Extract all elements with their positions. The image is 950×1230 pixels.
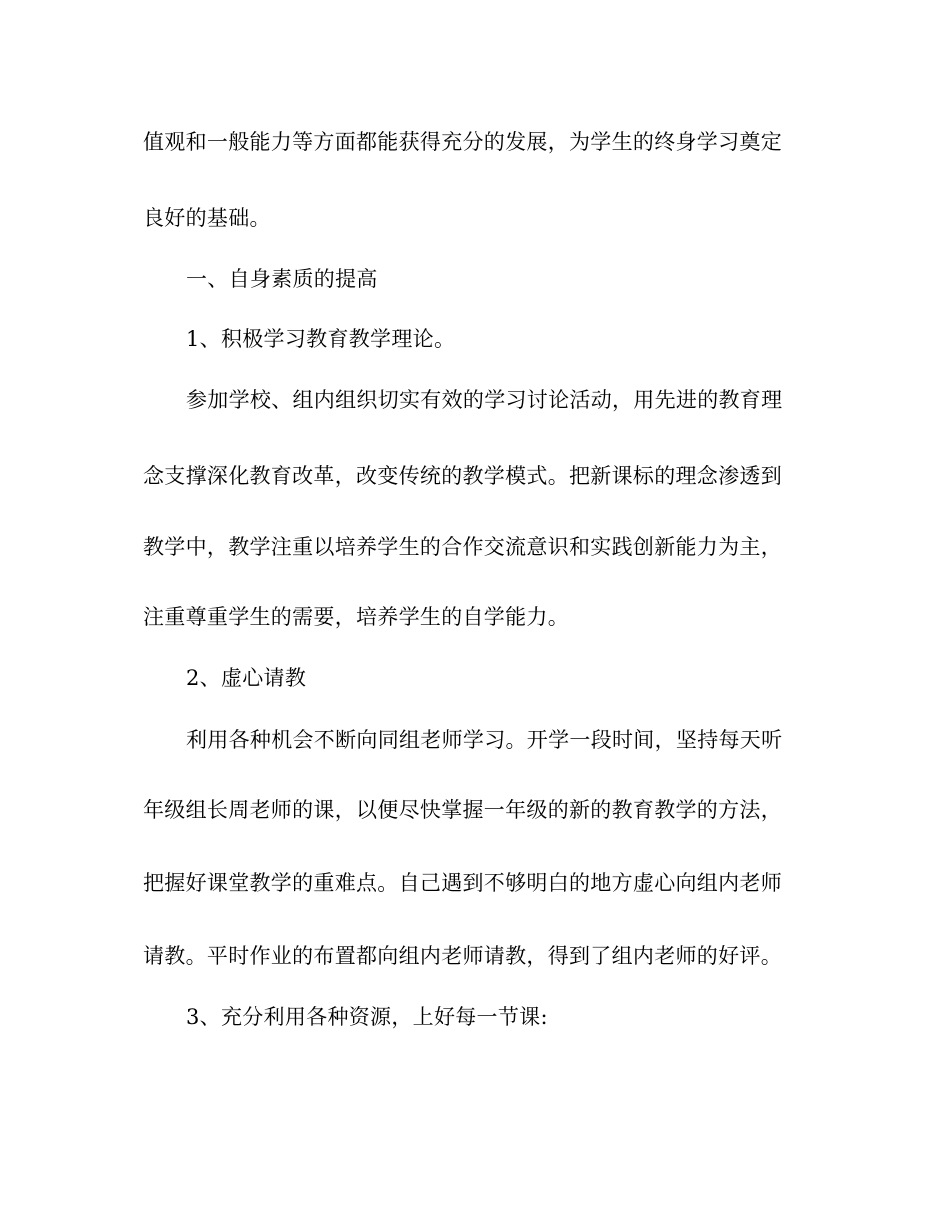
body-text-line: 念支撑深化教育改革，改变传统的教学模式。把新课标的理念渗透到 xyxy=(143,464,782,488)
subsection-heading: 2、虚心请教 xyxy=(186,666,307,690)
body-text-line: 年级组长周老师的课，以便尽快掌握一年级的新的教育教学的方法， xyxy=(143,798,782,822)
paragraph-first-line: 利用各种机会不断向同组老师学习。开学一段时间，坚持每天听 xyxy=(186,728,783,752)
body-text-line: 请教。平时作业的布置都向组内老师请教，得到了组内老师的好评。 xyxy=(143,944,782,968)
body-text-line: 值观和一般能力等方面都能获得充分的发展，为学生的终身学习奠定 xyxy=(143,130,782,154)
section-heading: 一、自身素质的提高 xyxy=(186,267,378,291)
subsection-heading: 1、积极学习教育教学理论。 xyxy=(186,327,456,351)
body-text-line: 教学中，教学注重以培养学生的合作交流意识和实践创新能力为主， xyxy=(143,535,782,559)
body-text-line: 良好的基础。 xyxy=(143,206,271,230)
body-text-line: 注重尊重学生的需要，培养学生的自学能力。 xyxy=(143,605,569,629)
paragraph-first-line: 参加学校、组内组织切实有效的学习讨论活动，用先进的教育理 xyxy=(186,388,783,412)
subsection-heading: 3、充分利用各种资源，上好每一节课: xyxy=(186,1005,548,1029)
body-text-line: 把握好课堂教学的重难点。自己遇到不够明白的地方虚心向组内老师 xyxy=(143,871,782,895)
